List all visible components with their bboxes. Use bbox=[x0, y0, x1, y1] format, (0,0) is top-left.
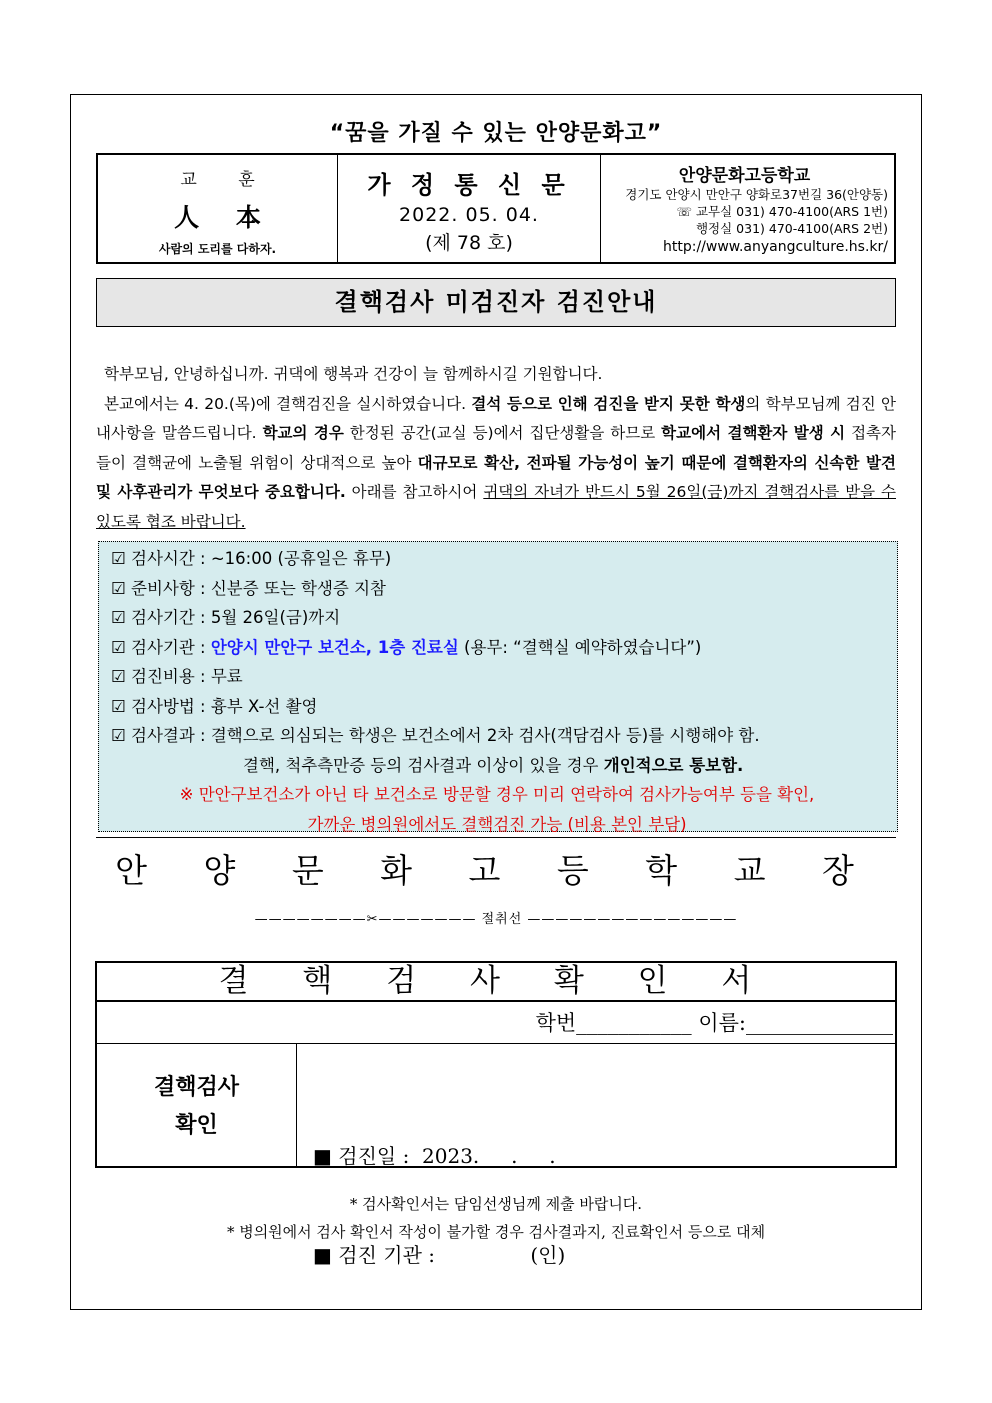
confirmation-label bbox=[97, 1044, 297, 1166]
info-place-label: ☑ 검사기관 : bbox=[111, 637, 211, 657]
body-paragraph bbox=[96, 390, 896, 538]
greeting: 학부모님, 안녕하십니까. 귀댁에 행복과 건강이 늘 함께하시길 기원합니다. bbox=[104, 365, 603, 383]
document-title: 결핵검사 미검진자 검진안내 bbox=[96, 278, 896, 327]
text-span: 아래를 참고하시어 bbox=[345, 483, 484, 501]
header-table bbox=[96, 153, 896, 264]
info-cost: ☑ 검진비용 : 무료 bbox=[111, 667, 243, 686]
text-span: 본교에서는 4. 20.(목)에 결핵검진을 실시하였습니다. bbox=[104, 394, 472, 413]
text-span: 접촉자들이 결핵균에 노출될 위험이 상대적으로 높아 bbox=[96, 424, 897, 472]
newsletter-cell bbox=[338, 155, 601, 262]
school-address: 경기도 안양시 만안구 양화로37번길 36(안양동) bbox=[625, 187, 888, 202]
divider bbox=[96, 837, 896, 838]
underlined-request: 귀댁의 자녀가 반드시 5월 26일(금)까지 결핵검사를 받을 수 있도록 협조 바랍니다. bbox=[96, 483, 896, 531]
bold-span: 대규모로 확산, 전파될 가능성이 높기 때문에 결핵환자의 신속한 발견 및 사후관리가 무엇보다 중요합니다. bbox=[96, 453, 896, 501]
info-result-2a: 결핵, 척추측만증 등의 검사결과 이상이 있을 경우 bbox=[243, 755, 604, 775]
student-id-name-field[interactable]: 학번___________ 이름:______________ bbox=[97, 1002, 895, 1044]
footnote-2: * 병의원에서 검사 확인서 작성이 불가할 경우 검사결과지, 진료확인서 등으로 대체 bbox=[226, 1223, 766, 1241]
info-prepare: ☑ 준비사항 : 신분증 또는 학생증 지참 bbox=[111, 578, 386, 598]
motto: 人 本 bbox=[174, 203, 275, 232]
info-place bbox=[111, 633, 897, 663]
school-name: 안양문화고등학교 bbox=[678, 166, 811, 186]
confirmation-label-2: 확인 bbox=[175, 1112, 218, 1138]
info-place-value: 안양시 만안구 보건소, 1층 진료실 bbox=[210, 637, 459, 657]
exam-place-field[interactable]: ■ 검진 기관 : (인) bbox=[313, 1243, 566, 1267]
newsletter-date: 2022. 05. 04. bbox=[399, 204, 539, 226]
footnotes bbox=[0, 1190, 992, 1246]
phone-admin: 행정실 031) 470-4100(ARS 2번) bbox=[695, 221, 888, 236]
cut-line: ————————✂——————— 절취선 ——————————————— bbox=[254, 912, 738, 927]
bold-span: 학교에서 결핵환자 발생 시 bbox=[661, 424, 846, 442]
principal-signature: 안 양 문 화 고 등 학 교 장 bbox=[115, 851, 877, 890]
info-result-1: ☑ 검사결과 : 결핵으로 의심되는 학생은 보건소에서 2차 검사(객담검사 등)를 시행해야 함. bbox=[111, 726, 760, 745]
confirmation-title: 결 핵 검 사 확 인 서 bbox=[97, 963, 895, 1002]
newsletter-title: 가 정 통 신 문 bbox=[367, 171, 571, 199]
exam-date-field[interactable]: ■ 검진일 : 2023. . . bbox=[313, 1144, 556, 1168]
info-period: ☑ 검사기간 : 5월 26일(금)까지 bbox=[111, 608, 341, 627]
footnote-1: * 검사확인서는 담임선생님께 제출 바랍니다. bbox=[349, 1195, 643, 1213]
info-note-1: ※ 만안구보건소가 아닌 타 보건소로 방문할 경우 미리 연락하여 검사가능여부 등을 확인, bbox=[179, 785, 815, 804]
phone-office: ☏ 교무실 031) 470-4100(ARS 1번) bbox=[676, 204, 888, 219]
bold-span: 결석 등으로 인해 검진을 받지 못한 학생 bbox=[471, 394, 746, 413]
motto-sub: 사람의 도리를 다하자. bbox=[158, 242, 277, 256]
newsletter-issue: (제 78 호) bbox=[425, 232, 513, 254]
school-info-cell bbox=[601, 155, 894, 262]
bold-span: 학교의 경우 bbox=[262, 424, 344, 442]
info-time: ☑ 검사시간 : ~16:00 (공휴일은 휴무) bbox=[111, 549, 392, 568]
text-span: 한정된 공간(교실 등)에서 집단생활을 하므로 bbox=[343, 424, 662, 442]
body-text bbox=[96, 360, 896, 537]
info-box bbox=[98, 541, 898, 832]
motto-label: 교 훈 bbox=[180, 170, 273, 190]
confirmation-label-1: 결핵검사 bbox=[153, 1074, 239, 1100]
info-method: ☑ 검사방법 : 흉부 X-선 촬영 bbox=[111, 696, 318, 716]
info-result-2 bbox=[111, 751, 897, 781]
motto-cell bbox=[98, 155, 338, 262]
info-note-2: 가까운 병의원에서도 결핵검진 가능 (비용 본인 부담) bbox=[307, 814, 687, 834]
school-url[interactable]: http://www.anyangculture.hs.kr/ bbox=[662, 239, 888, 255]
slogan: “꿈을 가질 수 있는 안양문화고” bbox=[329, 121, 663, 146]
info-result-2b: 개인적으로 통보함. bbox=[603, 755, 744, 775]
text-span: 의 학부모님께 검진 안내사항을 말씀드립니다. bbox=[96, 394, 896, 442]
info-place-note: (용무: “결핵실 예약하였습니다”) bbox=[458, 637, 702, 657]
